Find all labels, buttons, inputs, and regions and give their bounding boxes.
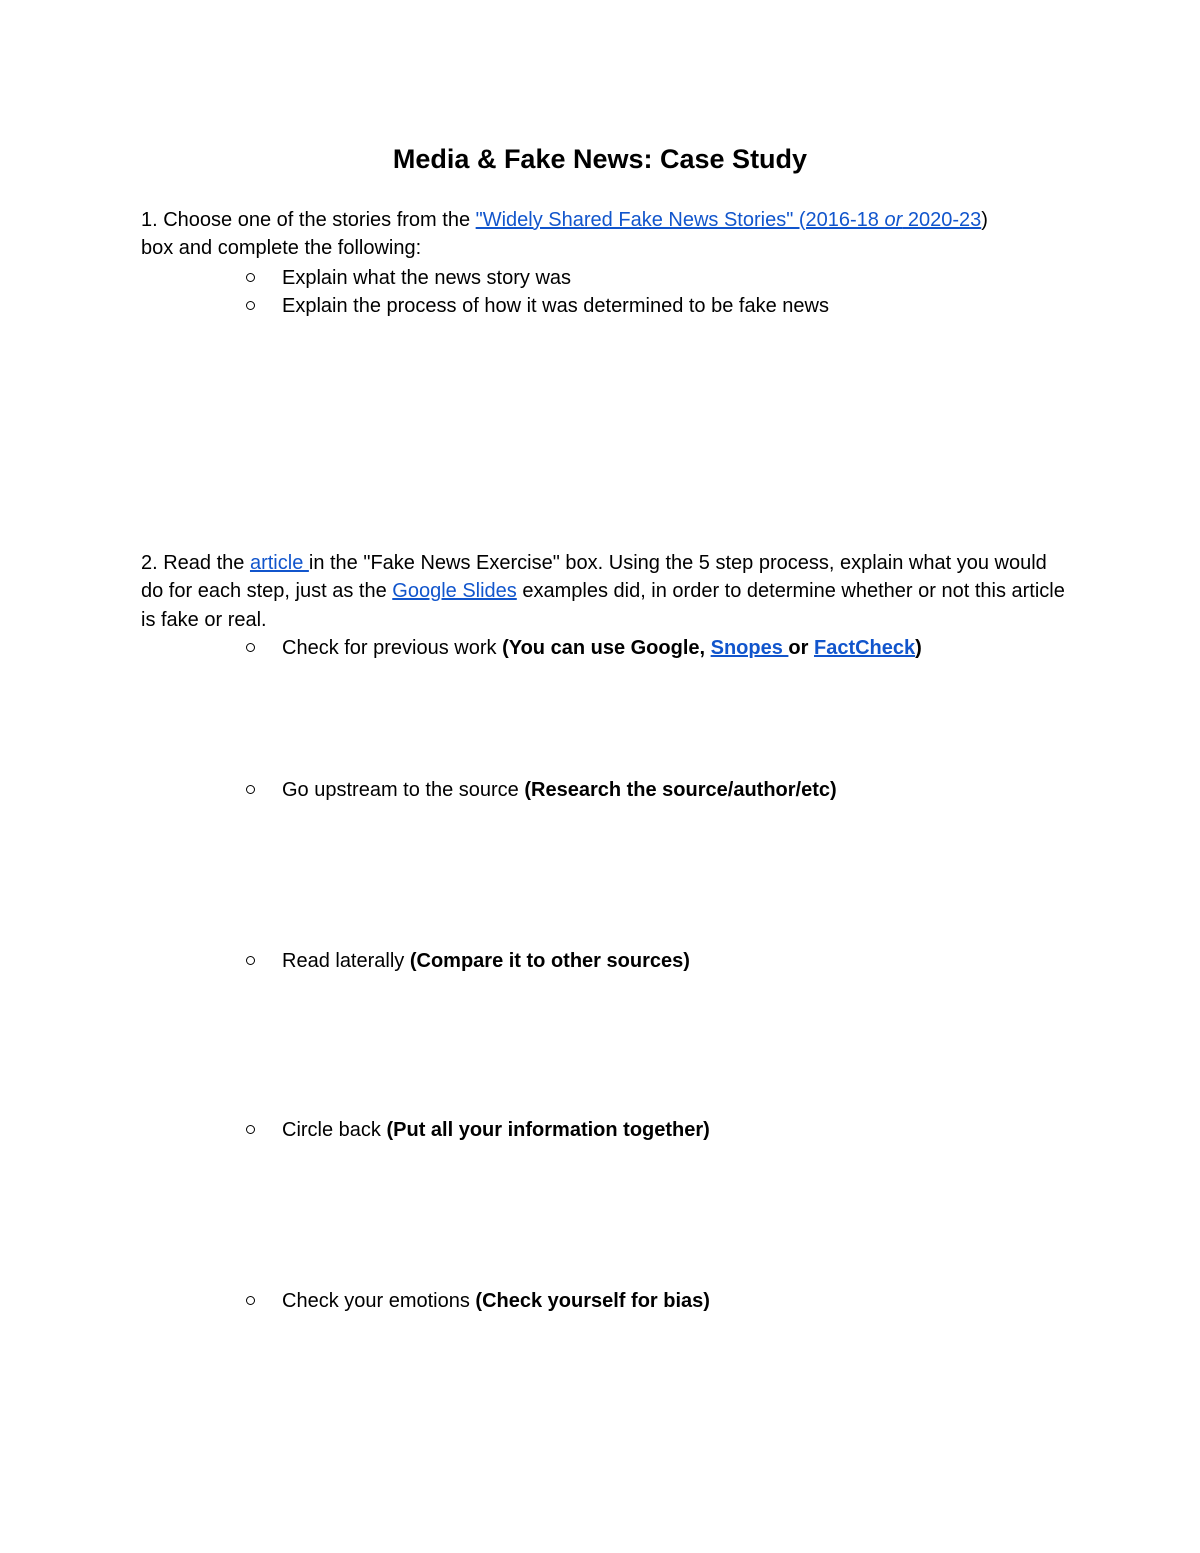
step-hint: (You can use Google, — [502, 637, 711, 659]
step-hint-or: or — [788, 637, 814, 659]
hollow-bullet-icon — [246, 643, 255, 652]
step-text: Check your emotions — [282, 1290, 476, 1312]
step-text: Read laterally — [282, 950, 410, 972]
link-text-or: or — [884, 209, 903, 231]
bullet-text: Explain the process of how it was determined to be fake news — [282, 295, 829, 317]
step-hint: (Check yourself for bias) — [475, 1290, 710, 1312]
factcheck-link[interactable]: FactCheck — [813, 637, 916, 659]
page-title: Media & Fake News: Case Study — [392, 144, 808, 174]
step-check-emotions — [282, 1287, 710, 1315]
step-hint: (Research the source/author/etc) — [524, 779, 837, 801]
step-go-upstream — [282, 776, 837, 804]
question-1-paren: ) — [981, 209, 988, 231]
hollow-bullet-icon — [246, 1296, 255, 1305]
article-link[interactable]: article — [249, 552, 309, 574]
step-circle-back — [282, 1116, 710, 1144]
question-2-mid2: examples did, in order to determine whether or not this article is fake or real. — [141, 580, 1065, 631]
question-1-prefix: 1. Choose one of the stories from the — [141, 209, 476, 231]
snopes-link[interactable]: Snopes — [710, 637, 789, 659]
question-2-mid1: in the "Fake News Exercise" box. Using the 5 step process, explain what you would do for each step, just as the — [141, 552, 1047, 603]
step-read-laterally — [282, 947, 690, 975]
bullet-text: Explain what the news story was — [282, 267, 572, 289]
link-text-2016: "Widely Shared Fake News Stories" (2016-18 — [475, 209, 885, 231]
step-text: Check for previous work — [282, 637, 503, 659]
hollow-bullet-icon — [246, 301, 255, 310]
step-hint: (Put all your information together) — [386, 1119, 710, 1141]
question-2-prefix: 2. Read the — [141, 552, 250, 574]
link-text-2020: 2020-23 — [902, 209, 982, 231]
hollow-bullet-icon — [246, 273, 255, 282]
question-1 — [141, 206, 1071, 263]
step-text: Go upstream to the source — [282, 779, 525, 801]
hollow-bullet-icon — [246, 785, 255, 794]
question-2 — [141, 549, 1071, 634]
google-slides-link[interactable]: Google Slides — [392, 580, 517, 603]
step-hint: (Compare it to other sources) — [409, 950, 690, 972]
question-1-line2: box and complete the following: — [141, 237, 422, 260]
step-text: Circle back — [282, 1119, 387, 1141]
hollow-bullet-icon — [246, 1125, 255, 1134]
widely-shared-fake-news-link[interactable] — [476, 209, 982, 231]
hollow-bullet-icon — [246, 956, 255, 965]
step-hint-close: ) — [915, 637, 922, 659]
step-previous-work — [282, 634, 922, 662]
